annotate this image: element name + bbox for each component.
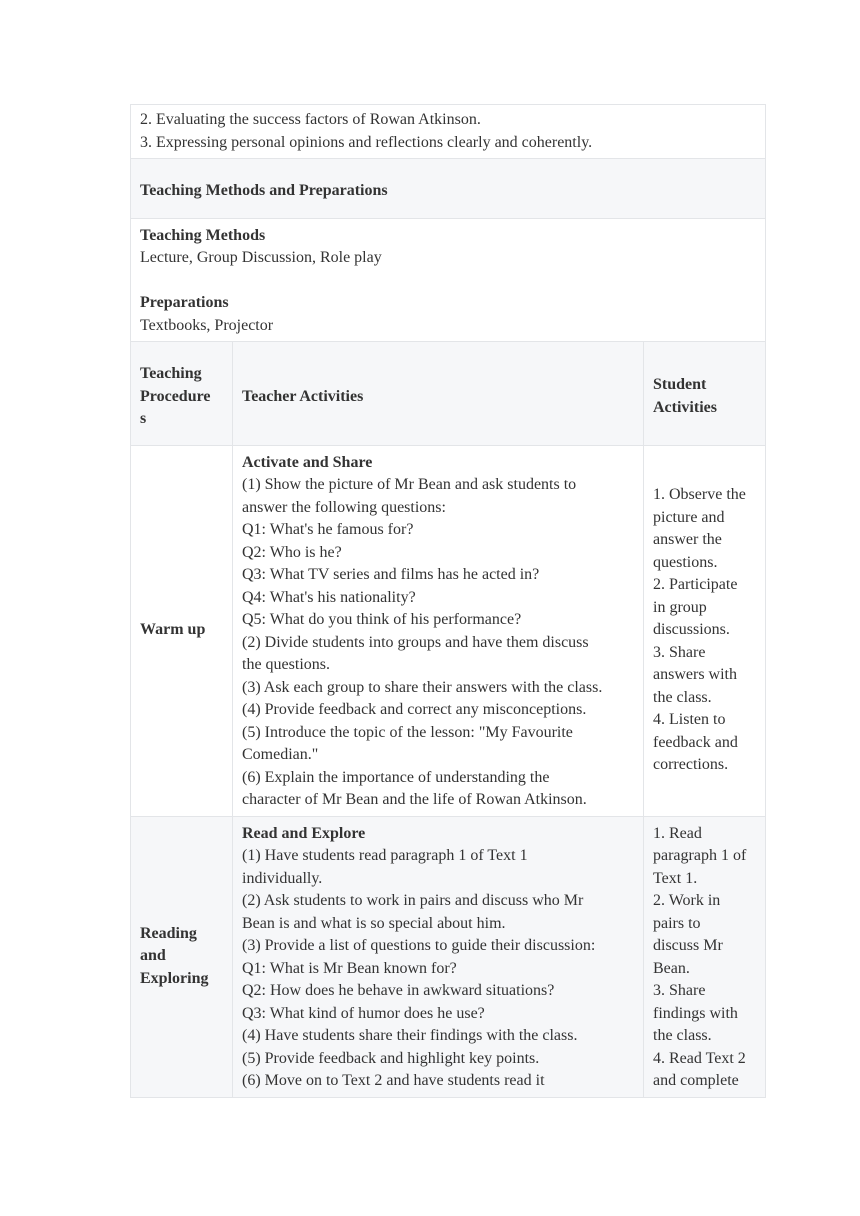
student-line: findings with [653, 1004, 738, 1022]
procedure-header-row [131, 342, 766, 446]
student-line: 4. Read Text 2 [653, 1049, 746, 1067]
student-line: 1. Observe the [653, 486, 746, 504]
student-line: corrections. [653, 756, 729, 774]
activity-line: the questions. [242, 656, 330, 673]
header-teaching-procedures: Teaching Procedure s [131, 342, 233, 446]
activity-line: (1) Show the picture of Mr Bean and ask students to [242, 476, 577, 493]
student-activities-cell [644, 445, 766, 816]
activity-line: (6) Move on to Text 2 and have students read it [242, 1072, 545, 1089]
preparations-value: Textbooks, Projector [140, 316, 274, 334]
student-line: answer the [653, 531, 722, 549]
activity-line: (3) Provide a list of questions to guide their discussion: [242, 937, 596, 954]
student-line: and complete [653, 1072, 739, 1089]
activity-line: Q1: What is Mr Bean known for? [242, 959, 457, 977]
activity-line: answer the following questions: [242, 498, 446, 516]
student-line: the class. [653, 688, 712, 706]
student-line: 3. Share [653, 982, 706, 999]
lesson-plan-table [130, 104, 766, 1098]
student-line: 2. Work in [653, 892, 721, 909]
student-line: picture and [653, 508, 725, 526]
activity-line: (2) Divide students into groups and have them discuss [242, 633, 589, 651]
student-line: pairs to [653, 914, 701, 932]
student-line: paragraph 1 of [653, 847, 747, 864]
student-line: answers with [653, 666, 737, 684]
student-line: Text 1. [653, 869, 698, 887]
activity-line: (2) Ask students to work in pairs and discuss who Mr [242, 892, 584, 909]
student-line: questions. [653, 553, 718, 571]
activity-line: Q3: What TV series and films has he acted in? [242, 566, 540, 583]
student-line: in group [653, 598, 707, 616]
student-line: 1. Read [653, 824, 702, 842]
student-line: 2. Participate [653, 576, 738, 594]
methods-row [131, 218, 766, 342]
teacher-activities-cell [233, 816, 644, 1097]
objectives-row [131, 105, 766, 159]
preparations-label: Preparations [140, 294, 229, 311]
activity-line: (3) Ask each group to share their answers with the class. [242, 678, 603, 696]
procedure-row-reading-exploring [131, 816, 766, 1097]
student-line: Bean. [653, 959, 690, 977]
header-teacher-activities: Teacher Activities [233, 342, 644, 446]
activity-line: (1) Have students read paragraph 1 of Text 1 [242, 847, 528, 864]
section-title: Teaching Methods and Preparations [131, 159, 766, 219]
stage-label: Warm up [131, 445, 233, 816]
student-activities-cell [644, 816, 766, 1097]
activity-line: Bean is and what is so special about him. [242, 914, 506, 932]
objectives-cell [131, 105, 766, 159]
activity-line: Q1: What's he famous for? [242, 521, 414, 538]
student-line: discussions. [653, 621, 730, 639]
activity-line: Q4: What's his nationality? [242, 588, 416, 606]
header-student-activities: Student Activities [644, 342, 766, 446]
activity-line: Q3: What kind of humor does he use? [242, 1004, 485, 1022]
activity-line: (5) Provide feedback and highlight key points. [242, 1049, 540, 1067]
procedure-row-warm-up [131, 445, 766, 816]
activity-line: (5) Introduce the topic of the lesson: "My Favourite [242, 723, 573, 741]
activity-line: Q2: How does he behave in awkward situations? [242, 982, 555, 999]
activity-line: (6) Explain the importance of understanding the [242, 768, 550, 786]
objective-item: 3. Expressing personal opinions and reflections clearly and coherently. [140, 133, 593, 151]
stage-label: Reading and Exploring [131, 816, 233, 1097]
methods-section-header-row [131, 159, 766, 219]
methods-value: Lecture, Group Discussion, Role play [140, 249, 382, 266]
activity-line: character of Mr Bean and the life of Rowan Atkinson. [242, 791, 587, 808]
activity-title: Activate and Share [242, 453, 373, 471]
activity-title: Read and Explore [242, 824, 366, 842]
activity-line: (4) Have students share their findings with the class. [242, 1027, 578, 1044]
methods-label: Teaching Methods [140, 226, 266, 244]
teacher-activities-cell [233, 445, 644, 816]
student-line: the class. [653, 1027, 712, 1044]
student-line: feedback and [653, 733, 738, 751]
activity-line: Q2: Who is he? [242, 543, 342, 561]
lesson-plan-page [130, 104, 765, 1098]
student-line: 3. Share [653, 643, 706, 661]
methods-cell [131, 218, 766, 342]
student-line: 4. Listen to [653, 711, 726, 729]
student-line: discuss Mr [653, 937, 723, 954]
activity-line: individually. [242, 869, 323, 887]
activity-line: Q5: What do you think of his performance? [242, 611, 522, 628]
activity-line: (4) Provide feedback and correct any misconceptions. [242, 701, 587, 718]
objective-item: 2. Evaluating the success factors of Rowan Atkinson. [140, 111, 481, 128]
activity-line: Comedian." [242, 746, 319, 763]
